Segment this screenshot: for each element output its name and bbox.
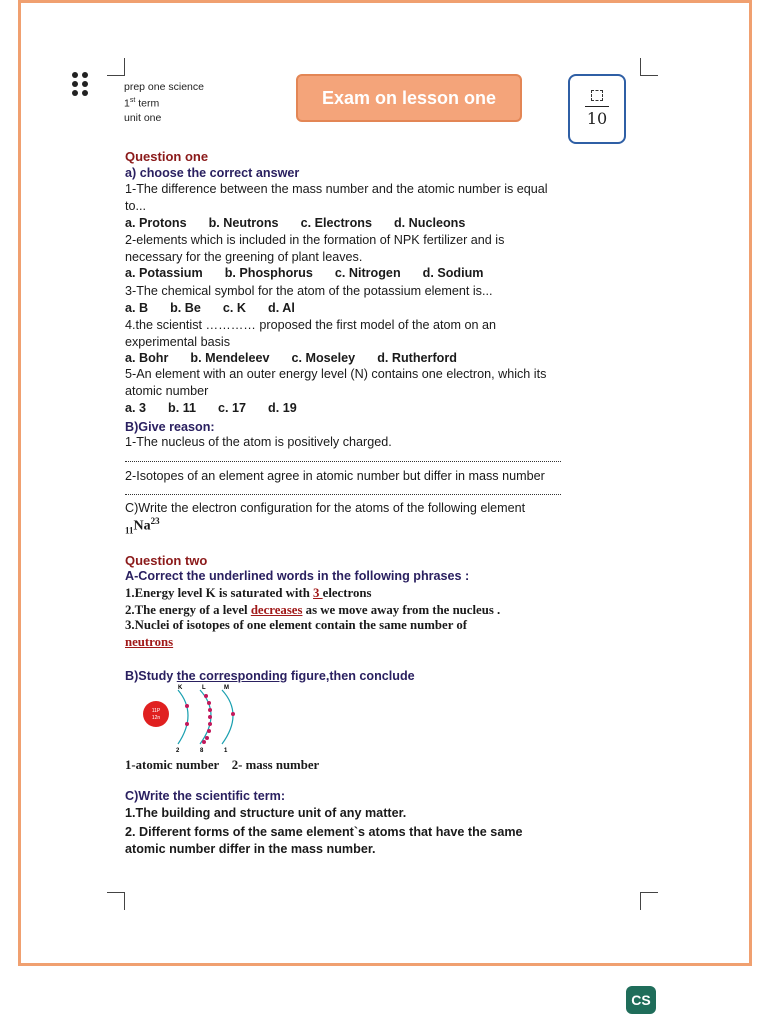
nucleus-neutrons: 12n bbox=[151, 715, 161, 721]
level-label-l: L bbox=[202, 685, 206, 691]
term-1: 1.The building and structure unit of any matter. bbox=[125, 806, 407, 820]
score-box bbox=[568, 74, 626, 144]
crop-mark-top-left bbox=[107, 58, 125, 76]
crop-mark-top-right bbox=[640, 58, 658, 76]
q1-item5-options bbox=[125, 401, 319, 415]
q1-item2-line2: necessary for the greening of plant leaves. bbox=[125, 250, 363, 264]
page-border bbox=[18, 2, 752, 966]
q1-item4-options bbox=[125, 351, 479, 365]
electron bbox=[208, 708, 212, 712]
orbit-k bbox=[178, 690, 188, 744]
q2-part-c-heading: C)Write the scientific term: bbox=[125, 789, 286, 803]
q1-item2-line1: 2-elements which is included in the formation of NPK fertilizer and is bbox=[125, 233, 505, 247]
answer-line[interactable] bbox=[125, 461, 561, 462]
header-term: 1st term bbox=[124, 97, 160, 110]
q1-item1-line1: 1-The difference between the mass number and the atomic number is equal bbox=[125, 182, 548, 196]
electron bbox=[202, 740, 206, 744]
header-unit: unit one bbox=[124, 111, 162, 124]
q1-item2-options bbox=[125, 266, 506, 280]
electron bbox=[208, 722, 212, 726]
q1-item5-line2: atomic number bbox=[125, 384, 209, 398]
option: b. Phosphorus bbox=[224, 266, 313, 280]
level-count-l: 8 bbox=[200, 748, 204, 754]
q1-item5-line1: 5-An element with an outer energy level (N) contains one electron, which its bbox=[125, 367, 547, 381]
element-notation: $_{11}Na^{23}$ bbox=[125, 516, 160, 536]
option: b. Neutrons bbox=[208, 216, 279, 230]
option: a. Potassium bbox=[125, 266, 203, 280]
exam-title-box bbox=[296, 74, 522, 122]
level-label-m: M bbox=[224, 685, 229, 691]
q2-part-a-heading: A-Correct the underlined words in the following phrases : bbox=[125, 569, 470, 583]
electron bbox=[204, 694, 208, 698]
phrase-3: 3.Nuclei of isotopes of one element contain the same number of bbox=[125, 618, 468, 632]
option: d. Al bbox=[268, 301, 295, 315]
option: d. Rutherford bbox=[377, 351, 457, 365]
option: d. Nucleons bbox=[393, 216, 466, 230]
header-grade: prep one science bbox=[124, 81, 204, 93]
score-denominator: 10 bbox=[586, 109, 608, 129]
option: c. Moseley bbox=[291, 351, 356, 365]
phrase-3-underlined: neutrons bbox=[125, 635, 174, 649]
reason-1: 1-The nucleus of the atom is positively charged. bbox=[125, 435, 392, 449]
option: d. 19 bbox=[268, 401, 297, 415]
option: a. Protons bbox=[125, 216, 187, 230]
part-b-heading: B)Give reason: bbox=[125, 420, 215, 434]
atom-figure bbox=[140, 684, 250, 754]
option: c. K bbox=[222, 301, 247, 315]
phrase-2: 2.The energy of a level decreases as we move away from the nucleus . bbox=[125, 603, 501, 617]
q1-item3-options bbox=[125, 301, 317, 315]
term-2-line2: atomic number differ in the mass number. bbox=[125, 842, 376, 856]
crop-mark-bottom-left bbox=[107, 892, 125, 910]
q1-item4-line1: 4.the scientist ………… proposed the first model of the atom on an bbox=[125, 318, 496, 332]
electron bbox=[185, 722, 189, 726]
electron bbox=[208, 715, 212, 719]
option: a. Bohr bbox=[125, 351, 169, 365]
question-two-heading: Question two bbox=[125, 553, 208, 568]
q1-item1-line2: to... bbox=[125, 199, 146, 213]
option: b. 11 bbox=[168, 401, 197, 415]
q1-item1-options bbox=[125, 216, 487, 230]
level-count-k: 2 bbox=[176, 748, 180, 754]
option: c. 17 bbox=[218, 401, 247, 415]
grip-dots-icon bbox=[72, 72, 90, 98]
nucleus-protons: 11P bbox=[151, 708, 161, 714]
fraction-line bbox=[585, 106, 609, 108]
reason-2: 2-Isotopes of an element agree in atomic number but differ in mass number bbox=[125, 469, 545, 483]
option: c. Electrons bbox=[300, 216, 372, 230]
camscanner-logo: CS bbox=[626, 986, 656, 1014]
option: d. Sodium bbox=[422, 266, 484, 280]
part-c-text: C)Write the electron configuration for the atoms of the following element bbox=[125, 501, 526, 515]
electron bbox=[231, 712, 235, 716]
option: a. B bbox=[125, 301, 149, 315]
level-count-m: 1 bbox=[224, 748, 228, 754]
option: a. 3 bbox=[125, 401, 147, 415]
nucleus bbox=[143, 701, 169, 727]
level-label-k: K bbox=[178, 685, 183, 691]
q1-item3-line1: 3-The chemical symbol for the atom of the potassium element is... bbox=[125, 284, 493, 298]
orbit-m bbox=[222, 690, 233, 744]
electron bbox=[207, 729, 211, 733]
option: b. Be bbox=[170, 301, 201, 315]
option: b. Mendeleev bbox=[190, 351, 270, 365]
crop-mark-bottom-right bbox=[640, 892, 658, 910]
part-a-heading: a) choose the correct answer bbox=[125, 166, 300, 180]
conclude-line: 1-atomic number 2- mass number bbox=[125, 758, 320, 772]
option: c. Nitrogen bbox=[334, 266, 401, 280]
electron bbox=[205, 736, 209, 740]
answer-line[interactable] bbox=[125, 494, 561, 495]
header-meta bbox=[124, 80, 204, 125]
q1-item4-line2: experimental basis bbox=[125, 335, 230, 349]
exam-title: Exam on lesson one bbox=[321, 87, 497, 108]
electron bbox=[185, 704, 189, 708]
q2-part-b-heading: B)Study the corresponding figure,then conclude bbox=[125, 669, 415, 683]
electron bbox=[207, 701, 211, 705]
question-one-heading: Question one bbox=[125, 149, 209, 164]
score-blank bbox=[591, 90, 603, 101]
term-2-line1: 2. Different forms of the same element`s atoms that have the same bbox=[125, 825, 523, 839]
phrase-1: 1.Energy level K is saturated with 3 electrons bbox=[125, 586, 372, 600]
